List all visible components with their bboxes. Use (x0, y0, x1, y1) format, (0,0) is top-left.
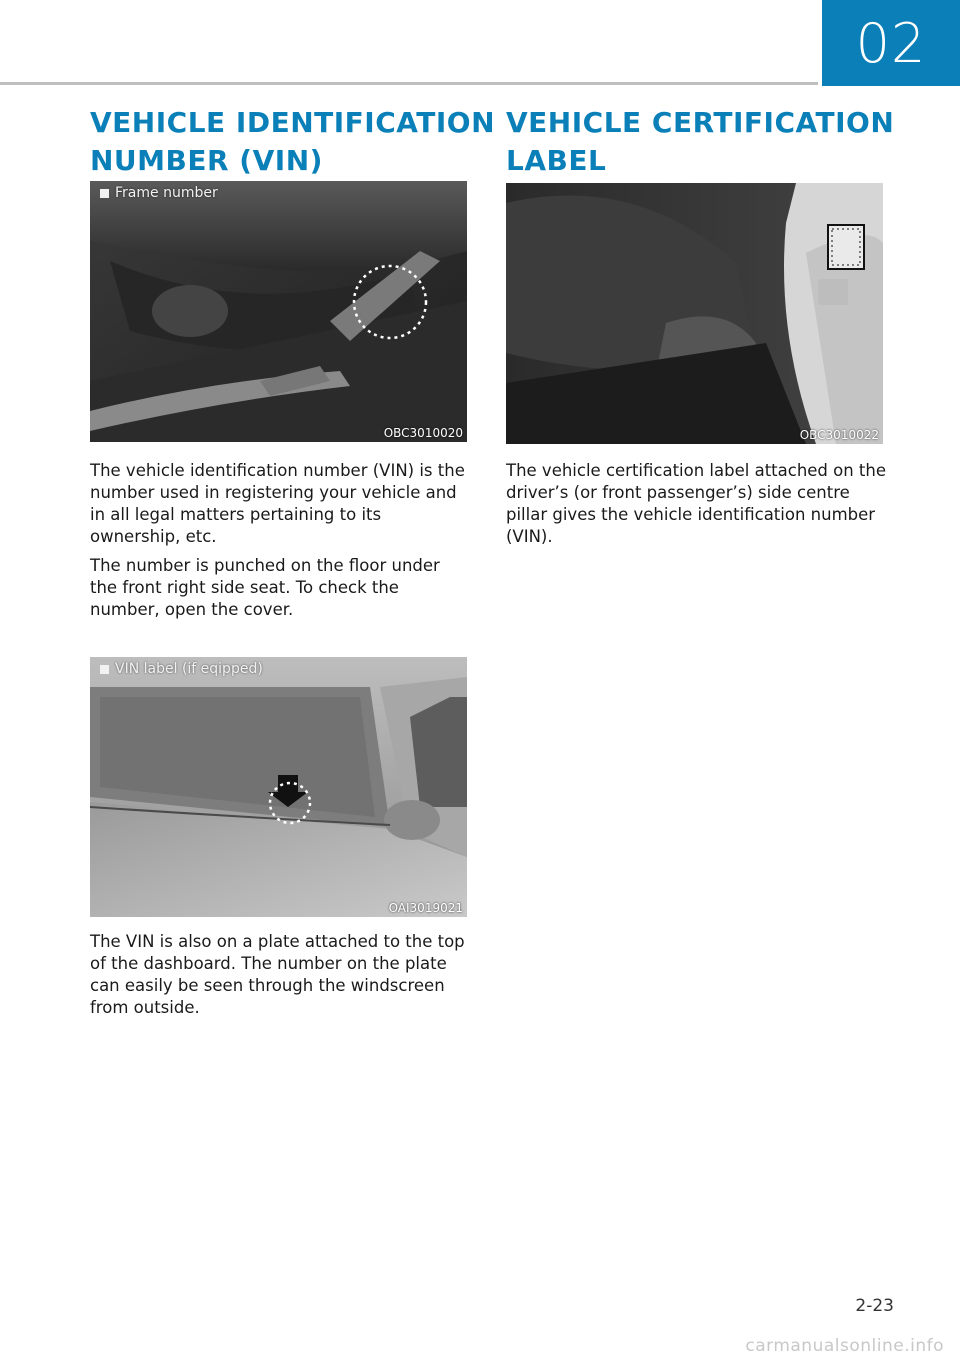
frame-number-figure (90, 181, 467, 442)
vin-label-figure (90, 657, 467, 917)
vin-label-figure-code: OAI3019021 (388, 901, 463, 915)
certification-heading (506, 104, 894, 180)
page-number: 2-23 (855, 1296, 894, 1316)
certification-heading-line-1: VEHICLE CERTIFICATION (506, 106, 895, 139)
caption-bullet-icon (100, 189, 109, 198)
frame-number-caption (100, 185, 218, 201)
vin-heading-line-2: NUMBER (VIN) (90, 144, 323, 177)
vin-paragraph-1: The vehicle identification number (VIN) is the number used in registering your vehicle and in all legal matters pertaining to its ownership, etc. (90, 461, 465, 546)
vin-paragraph-2: The number is punched on the floor under the front right side seat. To check the number, open the cover. (90, 556, 440, 619)
vin-label-caption-text: VIN label (if eqipped) (115, 661, 263, 677)
vin-heading (90, 104, 495, 180)
seat-floor-illustration (90, 181, 467, 442)
header-rule (0, 82, 818, 85)
certification-label-figure (506, 183, 883, 444)
certification-paragraph-1: The vehicle certification label attached on the driver’s (or front passenger’s) side centre pillar gives the vehicle identification number (VIN). (506, 461, 887, 546)
certification-heading-line-2: LABEL (506, 144, 607, 177)
vin-label-caption (100, 661, 263, 677)
watermark: carmanualsonline.info (745, 1336, 944, 1356)
certification-figure-code: OBC3010022 (799, 428, 879, 442)
vin-paragraph-3: The VIN is also on a plate attached to the top of the dashboard. The number on the plate can easily be seen through the windscreen from outside. (90, 932, 465, 1017)
frame-number-figure-code: OBC3010020 (383, 426, 463, 440)
vin-heading-line-1: VEHICLE IDENTIFICATION (90, 106, 495, 139)
caption-bullet-icon (100, 665, 109, 674)
chapter-tab: 02 (822, 0, 960, 86)
windscreen-illustration (90, 657, 467, 917)
frame-number-caption-text: Frame number (115, 185, 218, 201)
door-pillar-illustration (506, 183, 883, 444)
